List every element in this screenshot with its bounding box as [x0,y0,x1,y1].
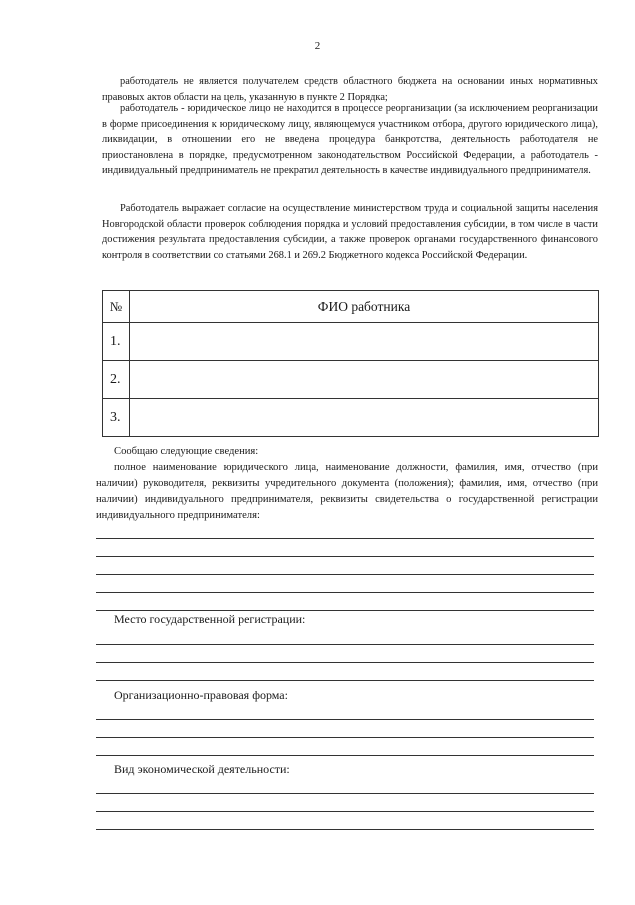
fill-line[interactable] [96,776,594,794]
paragraph-text: работодатель - юридическое лицо не находится в процессе реорганизации (за исключением реорганизации в форме присоединения к юридическому лицу, являющемуся участником отбора, другого юридического лица), ликвидации, в отношении его не введена процедура банкротства, деятельность работодателя не приостановлена в порядке, предусмотренном законодательством Российской Федерации, а работодатель - индивидуальный предприниматель не прекратил деятельность в качестве индивидуального предпринимателя. [102,103,598,177]
paragraph-text: Работодатель выражает согласие на осуществление министерством труда и социальной защиты населения Новгородской области проверок соблюдения порядка и условий предоставления субсидии, в том числе в части достижения результата предоставления субсидии, а также проверок органами государственного финансового контроля в соответствии со статьями 268.1 и 269.2 Бюджетного кодекса Российской Федерации. [102,203,598,261]
fill-lines-economic-activity[interactable] [96,776,594,830]
info-body: полное наименование юридического лица, наименование должности, фамилия, имя, отчество (при наличии) руководителя, реквизиты учредительного документа (положения); фамилия, имя, отчество (при наличии) индивидуального предпринимателя, реквизиты свидетельства о государственной регистрации индивидуального предпринимателя: [96,462,598,521]
info-block [96,444,598,524]
fill-lines-org-form[interactable] [96,702,594,756]
label-registration-place: Место государственной регистрации: [114,612,306,626]
page-number: 2 [314,40,321,52]
fill-line[interactable] [96,521,594,539]
fill-line[interactable] [96,557,594,575]
fill-line[interactable] [96,627,594,645]
fill-line[interactable] [96,539,594,557]
paragraph-not-reorganization [102,101,598,179]
fill-lines-applicant[interactable] [96,521,594,611]
fill-line[interactable] [96,738,594,756]
fill-line[interactable] [96,702,594,720]
row-number: 3. [103,399,130,437]
fill-line[interactable] [96,663,594,681]
workers-table [102,290,599,437]
label-economic-activity: Вид экономической деятельности: [114,762,290,776]
table-row [103,361,599,399]
fill-lines-registration-place[interactable] [96,627,594,681]
label-org-form: Организационно-правовая форма: [114,688,288,702]
column-header-fio: ФИО работника [130,291,599,323]
row-number: 2. [103,361,130,399]
paragraph-text: работодатель не является получателем средств областного бюджета на основании иных нормативных правовых актов области на цель, указанную в пункте 2 Порядка; [102,76,598,103]
table-header-row [103,291,599,323]
fio-cell[interactable] [130,399,599,437]
fill-line[interactable] [96,645,594,663]
fill-line[interactable] [96,575,594,593]
fill-line[interactable] [96,720,594,738]
row-number: 1. [103,323,130,361]
fill-line[interactable] [96,593,594,611]
table-row [103,323,599,361]
info-lead: Сообщаю следующие сведения: [114,446,259,457]
column-header-number: № [103,291,130,323]
paragraph-consent [102,201,598,263]
fill-line[interactable] [96,812,594,830]
fio-cell[interactable] [130,361,599,399]
table-row [103,399,599,437]
fio-cell[interactable] [130,323,599,361]
fill-line[interactable] [96,794,594,812]
